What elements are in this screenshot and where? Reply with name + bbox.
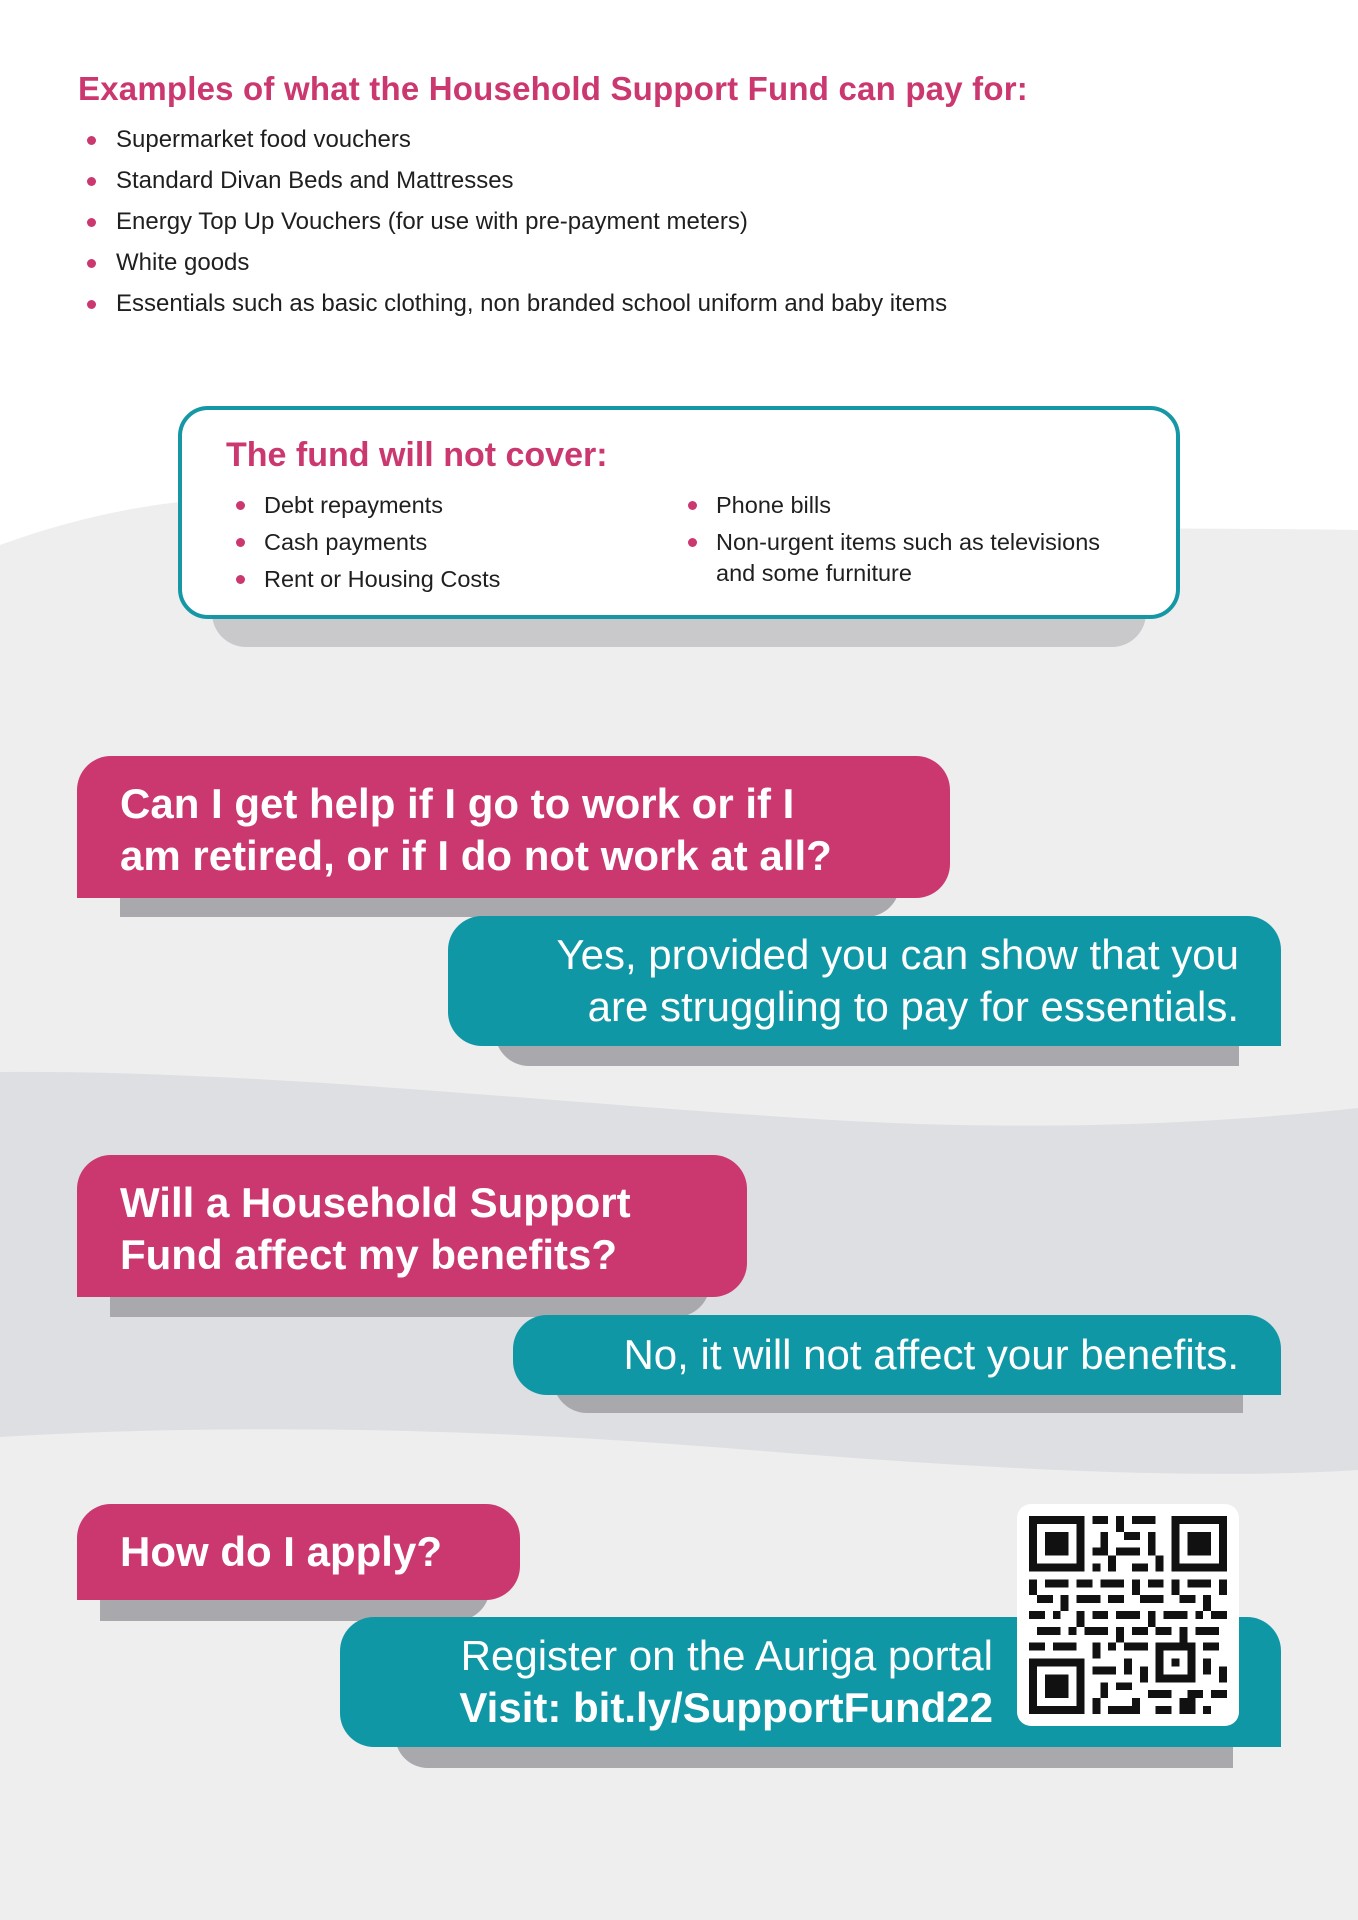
answer-bubble-benefits (513, 1315, 1281, 1395)
list-item: Standard Divan Beds and Mattresses (78, 164, 947, 205)
list-item: Non-urgent items such as televisions and some furniture (678, 527, 1138, 589)
list-item: Rent or Housing Costs (226, 564, 500, 595)
answer-line: Yes, provided you can show that you (556, 931, 1239, 978)
question-bubble-benefits (77, 1155, 747, 1297)
answer-line: are struggling to pay for essentials. (587, 983, 1239, 1030)
answer-bubble-work (448, 916, 1281, 1046)
answer-line: Register on the Auriga portal (460, 1632, 993, 1679)
question-line: How do I apply? (120, 1528, 442, 1575)
not-cover-list-left (226, 490, 500, 601)
not-cover-box (178, 406, 1180, 619)
list-item: Cash payments (226, 527, 500, 558)
list-item: Energy Top Up Vouchers (for use with pre-payment meters) (78, 205, 947, 246)
qr-code[interactable] (1017, 1504, 1239, 1726)
qr-code-icon (1029, 1516, 1227, 1714)
question-line: Can I get help if I go to work or if I (120, 780, 795, 827)
question-bubble-apply (77, 1504, 520, 1600)
question-line: Fund affect my benefits? (120, 1231, 618, 1278)
list-item: Phone bills (678, 490, 1138, 521)
list-item: White goods (78, 246, 947, 287)
answer-line: No, it will not affect your benefits. (623, 1331, 1239, 1378)
examples-heading: Examples of what the Household Support Fund can pay for: (78, 70, 1028, 107)
list-item: Supermarket food vouchers (78, 123, 947, 164)
question-line: Will a Household Support (120, 1179, 631, 1226)
examples-list (78, 123, 947, 328)
question-bubble-work (77, 756, 950, 898)
not-cover-list-right (678, 490, 1138, 595)
not-cover-heading: The fund will not cover: (226, 436, 608, 474)
list-item: Essentials such as basic clothing, non branded school uniform and baby items (78, 287, 947, 328)
question-line: am retired, or if I do not work at all? (120, 832, 832, 879)
answer-link[interactable]: Visit: bit.ly/SupportFund22 (459, 1684, 993, 1731)
list-item: Debt repayments (226, 490, 500, 521)
